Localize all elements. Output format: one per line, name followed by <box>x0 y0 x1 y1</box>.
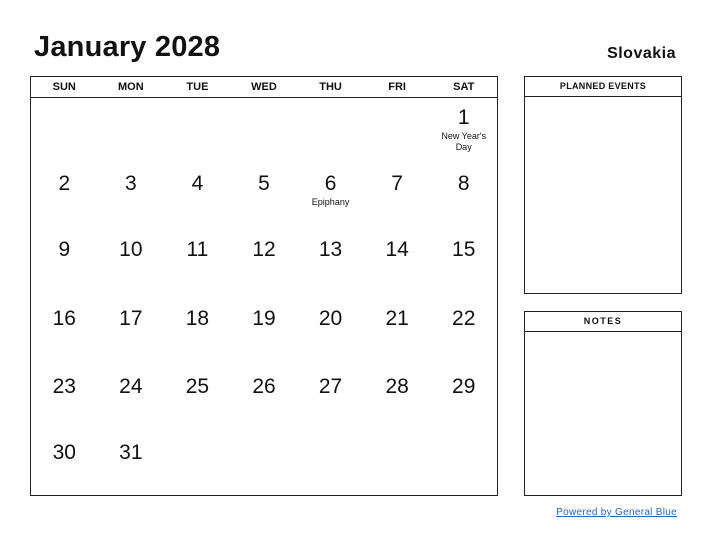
weekday-sat: SAT <box>453 81 475 93</box>
day-cell <box>231 164 298 230</box>
day-cell <box>231 230 298 299</box>
day-cell <box>164 164 231 230</box>
day-number <box>31 98 98 107</box>
holiday-label: Epiphany <box>311 197 350 207</box>
day-number: 20 <box>318 307 343 330</box>
page-title: January 2028 <box>34 31 221 63</box>
country-label: Slovakia <box>607 45 676 62</box>
day-cell <box>164 299 231 367</box>
day-cell <box>297 367 364 433</box>
day-cell <box>164 367 231 433</box>
day-cell <box>430 433 497 496</box>
day-number: 6 <box>324 172 337 195</box>
weekday-header-row <box>31 77 497 98</box>
day-number: 7 <box>391 172 403 195</box>
day-cell <box>297 164 364 230</box>
day-cell <box>430 164 497 230</box>
day-cell <box>98 367 165 433</box>
day-number <box>164 98 231 107</box>
day-cell <box>98 230 165 299</box>
day-number: 3 <box>125 172 137 195</box>
day-number: 30 <box>52 441 76 464</box>
day-number: 22 <box>452 307 476 330</box>
day-cell <box>98 433 165 496</box>
weekday-tue: TUE <box>186 81 209 93</box>
day-number: 4 <box>191 172 204 195</box>
day-cell <box>31 433 98 496</box>
day-number: 24 <box>119 375 143 398</box>
notes-panel <box>524 311 682 496</box>
day-cell <box>164 230 231 299</box>
day-number <box>297 433 364 442</box>
day-number <box>231 433 298 442</box>
day-cell <box>430 367 497 433</box>
calendar-grid <box>30 76 498 496</box>
day-cell <box>430 299 497 367</box>
day-number: 17 <box>119 307 143 330</box>
day-cell <box>430 98 497 164</box>
notes-title: NOTES <box>525 312 681 332</box>
day-number: 5 <box>258 172 270 195</box>
day-number: 8 <box>457 172 470 195</box>
day-number: 26 <box>252 375 276 398</box>
planned-events-panel <box>524 76 682 294</box>
day-cell <box>98 164 165 230</box>
calendar-body <box>31 98 497 496</box>
holiday-label: New Year's Day <box>441 131 487 152</box>
day-cell <box>231 367 298 433</box>
day-cell <box>31 299 98 367</box>
day-cell <box>164 433 231 496</box>
day-cell <box>364 164 431 230</box>
day-cell <box>164 98 231 164</box>
day-cell <box>364 98 431 164</box>
weekday-fri: FRI <box>388 81 406 93</box>
day-number: 15 <box>452 238 476 261</box>
day-cell <box>31 98 98 164</box>
weekday-wed: WED <box>251 81 277 93</box>
day-cell <box>364 433 431 496</box>
day-number: 25 <box>185 375 210 398</box>
day-cell <box>98 98 165 164</box>
day-cell <box>430 230 497 299</box>
day-number: 9 <box>58 238 71 261</box>
day-number <box>364 433 431 442</box>
day-cell <box>31 367 98 433</box>
day-number: 11 <box>186 238 209 261</box>
day-number: 16 <box>52 307 76 330</box>
day-cell <box>231 299 298 367</box>
day-number: 12 <box>252 238 276 261</box>
day-number: 19 <box>252 307 276 330</box>
day-cell <box>98 299 165 367</box>
day-cell <box>364 299 431 367</box>
day-number: 29 <box>452 375 476 398</box>
day-cell <box>297 433 364 496</box>
weekday-sun: SUN <box>52 81 76 93</box>
day-cell <box>31 164 98 230</box>
day-number <box>164 433 231 442</box>
day-cell <box>297 230 364 299</box>
day-number <box>297 98 364 107</box>
day-number: 31 <box>119 441 143 464</box>
day-number <box>98 98 165 107</box>
day-cell <box>364 367 431 433</box>
powered-by-link[interactable]: Powered by General Blue <box>556 507 677 518</box>
day-number: 1 <box>457 106 470 129</box>
day-number: 27 <box>318 375 343 398</box>
day-number: 13 <box>318 238 343 261</box>
day-number: 23 <box>52 375 76 398</box>
day-number: 28 <box>385 375 409 398</box>
day-number <box>430 433 497 442</box>
weekday-thu: THU <box>319 81 342 93</box>
planned-events-title: PLANNED EVENTS <box>525 77 681 97</box>
weekday-mon: MON <box>118 81 144 93</box>
day-number: 2 <box>58 172 71 195</box>
day-number <box>364 98 431 107</box>
day-number: 18 <box>185 307 210 330</box>
day-cell <box>364 230 431 299</box>
day-cell <box>297 98 364 164</box>
day-number: 14 <box>385 238 409 261</box>
day-cell <box>297 299 364 367</box>
day-number <box>231 98 298 107</box>
day-cell <box>231 98 298 164</box>
day-number: 21 <box>385 307 409 330</box>
day-cell <box>231 433 298 496</box>
day-cell <box>31 230 98 299</box>
day-number: 10 <box>119 238 143 261</box>
